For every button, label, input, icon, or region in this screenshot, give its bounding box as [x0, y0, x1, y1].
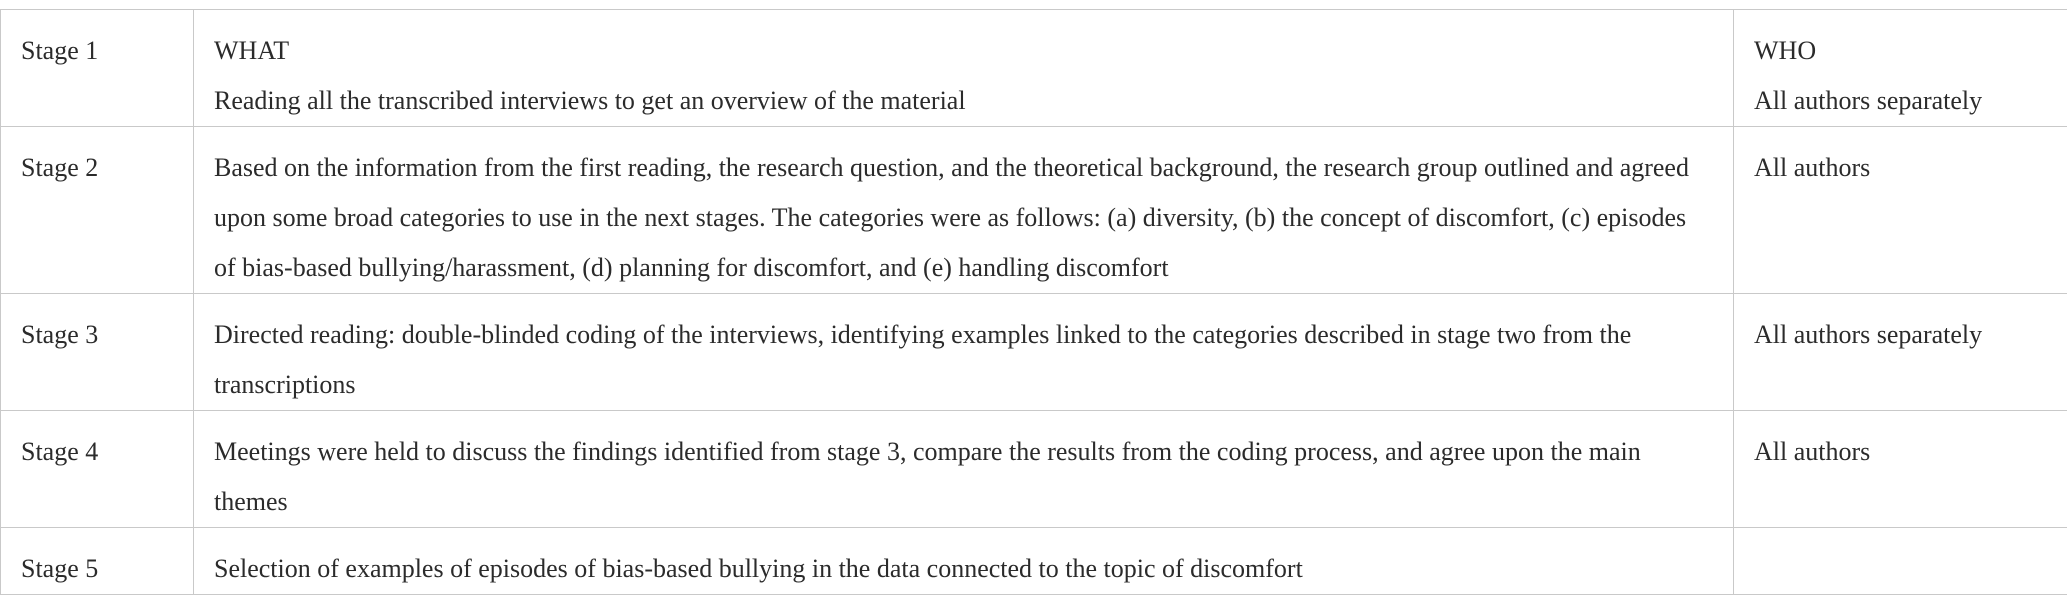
analysis-stages-table	[0, 9, 2067, 595]
stage-label: Stage 4	[21, 427, 173, 477]
what-cell	[194, 411, 1734, 528]
who-cell	[1734, 528, 2067, 595]
stage-label: Stage 2	[21, 143, 173, 193]
who-cell	[1734, 127, 2067, 294]
what-cell	[194, 10, 1734, 127]
what-cell	[194, 127, 1734, 294]
stage-label: Stage 1	[21, 26, 173, 76]
what-cell	[194, 528, 1734, 595]
who-text: All authors	[1754, 143, 2047, 193]
who-text: All authors separately	[1754, 76, 2047, 126]
stage-cell	[1, 528, 194, 595]
who-text: All authors	[1754, 427, 2047, 477]
who-cell	[1734, 294, 2067, 411]
what-text: Directed reading: double-blinded coding of the interviews, identifying examples linked to the categories described in stage two from the transcriptions	[214, 310, 1713, 410]
stage-label: Stage 5	[21, 544, 173, 594]
table-row	[1, 10, 2067, 127]
what-text: Reading all the transcribed interviews to get an overview of the material	[214, 76, 1713, 126]
table-row	[1, 411, 2067, 528]
what-cell	[194, 294, 1734, 411]
who-column-header: WHO	[1754, 26, 2047, 76]
table-row	[1, 528, 2067, 595]
stage-cell	[1, 10, 194, 127]
what-text: Selection of examples of episodes of bias-based bullying in the data connected to the topic of discomfort	[214, 544, 1713, 594]
stage-cell	[1, 127, 194, 294]
stage-cell	[1, 411, 194, 528]
who-text: All authors separately	[1754, 310, 2047, 360]
stage-label: Stage 3	[21, 310, 173, 360]
what-column-header: WHAT	[214, 26, 1713, 76]
who-cell	[1734, 411, 2067, 528]
who-cell	[1734, 10, 2067, 127]
table-row	[1, 294, 2067, 411]
what-text: Meetings were held to discuss the findings identified from stage 3, compare the results from the coding process, and agree upon the main themes	[214, 427, 1713, 527]
table-row	[1, 127, 2067, 294]
what-text: Based on the information from the first reading, the research question, and the theoretical background, the research group outlined and agreed upon some broad categories to use in the next stages. The categories were as follows: (a) diversity, (b) the concept of discomfort, (c) episodes of bias-based bullying/harassment, (d) planning for discomfort, and (e) handling discomfort	[214, 143, 1713, 293]
stage-cell	[1, 294, 194, 411]
